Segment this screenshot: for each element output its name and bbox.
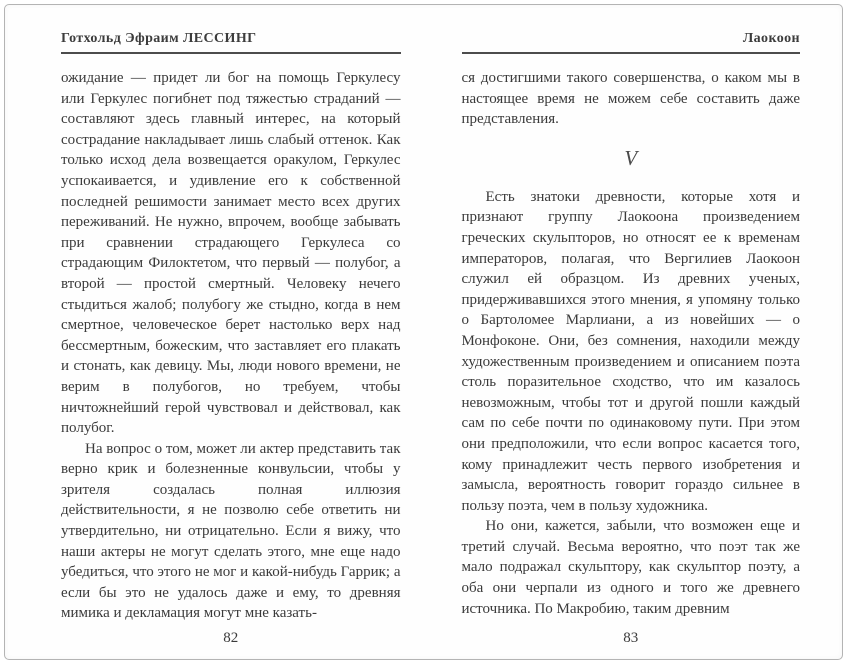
- right-page: [424, 5, 843, 659]
- book-spread: [4, 4, 843, 660]
- left-page: [5, 5, 424, 659]
- left-page-number: 82: [223, 630, 239, 646]
- right-running-head: [462, 31, 801, 47]
- left-page-text: [61, 68, 401, 624]
- right-page-text: [462, 68, 801, 619]
- paragraph: На вопрос о том, может ли актер представить так верно крик и болезненные конвульсии, чтобы у зрителя создалась полная иллюзия действительности, я не позволю себе ответить ни утвердительно, ни отрицательно. Если я вижу, что наши актеры не могут сделать этого, мне еще надо убедиться, что этого не мог и какой-нибудь Гаррик; а если бы это не удалось даже и ему, то древняя мимика и декламация могут мне казать-: [61, 440, 401, 622]
- paragraph: ожидание — придет ли бог на помощь Геркулесу или Геркулес погибнет под тяжестью страданий — составляют здесь главный интерес, на который сострадание накладывает лишь слабый оттенок. Как только исход дела возвещается оракулом, Геркулес успокаивается, и удивление его к собственной последней решимости занимает место всех других переживаний. Не нужно, впрочем, вообще забывать при сравнении страдающего Геркулеса со страдающим Филоктетом, что первый — полубог, а второй — простой смертный. Человеку нечего стыдиться жалоб; полубогу же стыдно, когда в нем смертное, человеческое берет настолько верх над бессмертным, божеским, что заставляет его плакать и стонать, как девицу. Мы, люди нового времени, не верим в полубогов, но требуем, чтобы ничтожнейший герой чувствовал и действовал, как полубог.: [61, 70, 401, 437]
- left-header-text: Готхольд Эфраим ЛЕССИНГ: [61, 31, 257, 46]
- left-running-head: [61, 31, 401, 47]
- right-header-text: Лаокоон: [742, 31, 800, 46]
- chapter-number: V: [624, 145, 638, 170]
- paragraph: ся достигшими такого совершенства, о каком мы в настоящее время не можем себе составить даже представления.: [461, 70, 800, 128]
- paragraph: Но они, кажется, забыли, что возможен еще и третий случай. Весьма вероятно, что поэт так же мало подражал скульптору, как скульптор поэту, а оба они черпали из одного и того же древнего источника. По Макробию, таким древним: [461, 518, 800, 617]
- right-page-number: 83: [623, 630, 639, 646]
- paragraph: Есть знатоки древности, которые хотя и признают группу Лаокоона произведением греческих скульпторов, но относят ее к временам императоров, полагая, что Вергилиев Лаокоон служил ей образцом. Из древних ученых, придерживавшихся этого мнения, я упомяну только о Бартоломее Марлиани, а из новейших — о Монфоконе. Они, без сомнения, находили между художественным произведением и описанием поэта столь поразительное сходство, что им казалось невозможным, чтобы тот и другой пошли каждый сам по себе почти по одинаковому пути. При этом они предположили, что если вопрос касается того, кому принадлежит честь первого изобретения и замысла, вероятность говорит гораздо сильнее в пользу поэта, чем в пользу художника.: [461, 188, 800, 514]
- right-header-rule: [462, 52, 801, 54]
- left-header-rule: [61, 52, 401, 54]
